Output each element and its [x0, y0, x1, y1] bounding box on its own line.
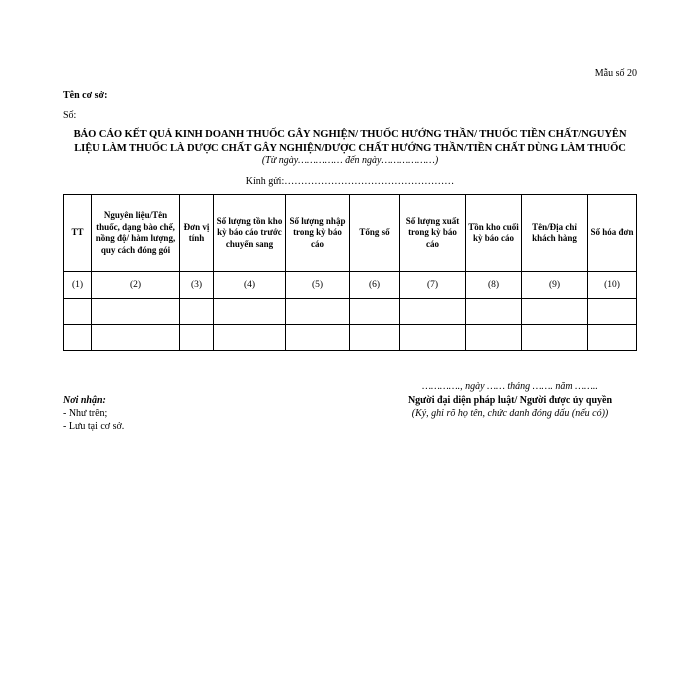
receiver-item: - Như trên;	[63, 408, 108, 419]
table-cell[interactable]	[522, 325, 588, 351]
receivers-heading: Nơi nhận:	[63, 395, 106, 406]
column-number-cell: (10)	[588, 272, 637, 299]
table-cell[interactable]	[180, 325, 214, 351]
column-number-cell: (4)	[214, 272, 286, 299]
receivers-block	[63, 394, 124, 433]
signatory-role: Người đại diện pháp luật/ Người được ủy quyền	[407, 394, 613, 406]
report-title	[60, 128, 640, 155]
table-cell[interactable]	[350, 299, 400, 325]
header-cell: Nguyên liệu/Tên thuốc, dạng bào chế, nồng độ/ hàm lượng, quy cách đóng gói	[92, 195, 180, 272]
column-number-cell: (7)	[400, 272, 466, 299]
table-cell[interactable]	[400, 325, 466, 351]
table-cell[interactable]	[64, 325, 92, 351]
table-cell[interactable]	[522, 299, 588, 325]
table-cell[interactable]	[588, 299, 637, 325]
header-cell: Tên/Địa chỉ khách hàng	[522, 195, 588, 272]
signature-block	[370, 380, 650, 421]
header-cell: Số lượng xuất trong kỳ báo cáo	[400, 195, 466, 272]
table-cell[interactable]	[400, 299, 466, 325]
table-cell[interactable]	[92, 325, 180, 351]
table-cell[interactable]	[286, 299, 350, 325]
table-cell[interactable]	[214, 299, 286, 325]
header-cell: TT	[64, 195, 92, 272]
table-header-row	[64, 195, 637, 272]
header-cell: Tổng số	[350, 195, 400, 272]
report-table	[63, 194, 637, 351]
column-number-cell: (9)	[522, 272, 588, 299]
header-cell: Số lượng tồn kho kỳ báo cáo trước chuyển sang	[214, 195, 286, 272]
header-cell: Số lượng nhập trong kỳ báo cáo	[286, 195, 350, 272]
table-cell[interactable]	[466, 325, 522, 351]
header-cell: Số hóa đơn	[588, 195, 637, 272]
column-number-cell: (2)	[92, 272, 180, 299]
table-cell[interactable]	[214, 325, 286, 351]
table-cell[interactable]	[286, 325, 350, 351]
column-number-cell: (5)	[286, 272, 350, 299]
facility-name-label: Tên cơ sở:	[63, 90, 108, 101]
document-number-label: Số:	[63, 110, 77, 121]
column-number-cell: (8)	[466, 272, 522, 299]
receiver-item: - Lưu tại cơ sở.	[63, 421, 125, 432]
table-cell[interactable]	[466, 299, 522, 325]
table-cell[interactable]	[588, 325, 637, 351]
signature-date-line: …………., ngày …… tháng ……. năm ……..	[422, 381, 598, 392]
report-title-line-2: LIỆU LÀM THUỐC LÀ DƯỢC CHẤT GÂY NGHIỆN/DƯỢC CHẤT HƯỚNG THẦN/TIỀN CHẤT DÙNG LÀM THUỐC	[74, 142, 626, 154]
column-number-cell: (3)	[180, 272, 214, 299]
signature-note: (Ký, ghi rõ họ tên, chức danh đóng dấu (nếu có))	[411, 408, 609, 419]
form-number: Mẫu số 20	[594, 68, 637, 79]
column-number-cell: (1)	[64, 272, 92, 299]
table-row	[64, 299, 637, 325]
header-cell: Tồn kho cuối kỳ báo cáo	[466, 195, 522, 272]
column-number-cell: (6)	[350, 272, 400, 299]
table-cell[interactable]	[350, 325, 400, 351]
column-number-row	[64, 272, 637, 299]
report-recipient: Kính gửi:……………………………………………	[245, 176, 455, 187]
report-title-line-1: BÁO CÁO KẾT QUẢ KINH DOANH THUỐC GÂY NGHIỆN/ THUỐC HƯỚNG THẦN/ THUỐC TIỀN CHẤT/NGUYÊN	[73, 129, 627, 140]
table-cell[interactable]	[64, 299, 92, 325]
header-cell: Đơn vị tính	[180, 195, 214, 272]
table-cell[interactable]	[180, 299, 214, 325]
table-cell[interactable]	[92, 299, 180, 325]
table-row	[64, 325, 637, 351]
report-period: (Từ ngày…………… đến ngày………………)	[261, 155, 439, 166]
